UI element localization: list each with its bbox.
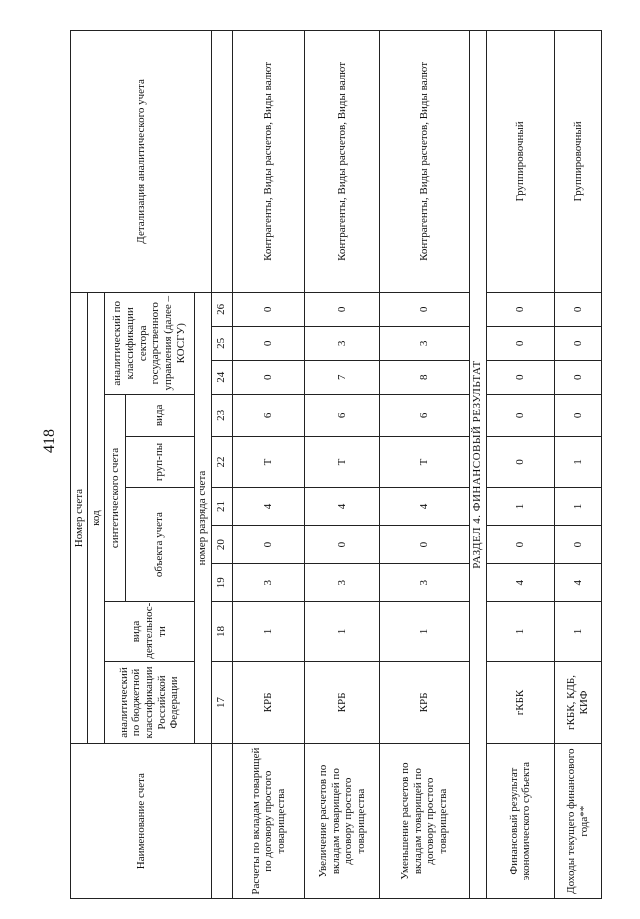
account-name-cell: Доходы текущего финансового года** <box>554 744 601 899</box>
account-code-cell: 0 <box>486 526 554 564</box>
account-code-cell: 0 <box>554 360 601 394</box>
account-code-cell: 0 <box>232 360 305 394</box>
header-kind: вида <box>125 394 194 436</box>
header-activity-type: вида деятельнос-ти <box>105 602 195 661</box>
account-code-cell: 3 <box>380 564 470 602</box>
header-object: объекта учета <box>125 487 194 601</box>
account-code-cell: 3 <box>380 326 470 360</box>
account-code-cell: 0 <box>486 326 554 360</box>
digit-cell: 24 <box>211 360 232 394</box>
digit-cell-empty <box>211 744 232 899</box>
account-name-cell: Уменьшение расчетов по вкладам товарищей по договору простого товарищества <box>380 744 470 899</box>
account-name-cell: Увеличение расчетов по вкладам товарищей по договору простого товарищества <box>305 744 380 899</box>
account-code-cell: 0 <box>380 526 470 564</box>
header-detail: Детализация аналитического учета <box>71 31 212 293</box>
account-code-cell: 4 <box>305 487 380 525</box>
digit-cell: 17 <box>211 661 232 744</box>
digit-cell: 26 <box>211 292 232 326</box>
account-code-cell: 1 <box>486 602 554 661</box>
account-code-cell: Т <box>305 437 380 488</box>
detail-cell: Группировочный <box>554 31 601 293</box>
account-code-cell: Т <box>232 437 305 488</box>
table-row <box>305 31 380 899</box>
account-name-cell: Финансовый результат экономического субъекта <box>486 744 554 899</box>
digit-cell: 23 <box>211 394 232 436</box>
account-code-cell: КРБ <box>305 661 380 744</box>
account-code-cell: 4 <box>232 487 305 525</box>
account-code-cell: 7 <box>305 360 380 394</box>
account-code-cell: 6 <box>232 394 305 436</box>
account-code-cell: КРБ <box>380 661 470 744</box>
account-code-cell: 8 <box>380 360 470 394</box>
account-code-cell: 4 <box>486 564 554 602</box>
account-name-cell: Расчеты по вкладам товарищей по договору простого товарищества <box>232 744 305 899</box>
rotated-table-container <box>70 30 602 899</box>
account-code-cell: гКБК <box>486 661 554 744</box>
detail-cell: Контрагенты, Виды расчетов, Виды валют <box>305 31 380 293</box>
header-analytic-kosgu: аналитический по классификации сектора государственного управления (далее – КОСГУ) <box>105 292 195 394</box>
account-code-cell: 0 <box>305 292 380 326</box>
account-code-cell: 0 <box>554 326 601 360</box>
account-code-cell: 4 <box>554 564 601 602</box>
account-code-cell: 0 <box>486 292 554 326</box>
account-code-cell: 0 <box>554 394 601 436</box>
page-number: 418 <box>41 429 58 453</box>
account-code-cell: 0 <box>486 437 554 488</box>
digit-cell-empty <box>211 31 232 293</box>
header-synthetic: синтетического счета <box>105 394 126 602</box>
account-code-cell: 1 <box>486 487 554 525</box>
detail-cell: Группировочный <box>486 31 554 293</box>
account-code-cell: 3 <box>305 326 380 360</box>
account-code-cell: КРБ <box>232 661 305 744</box>
table-row <box>486 31 554 899</box>
account-code-cell: 3 <box>232 564 305 602</box>
table-row <box>232 31 305 899</box>
header-account-number: Номер счета <box>71 292 88 743</box>
account-code-cell: 0 <box>554 526 601 564</box>
account-code-cell: 6 <box>305 394 380 436</box>
account-code-cell: гКБК, КДБ, КИФ <box>554 661 601 744</box>
account-code-cell: 3 <box>305 564 380 602</box>
digit-cell: 20 <box>211 526 232 564</box>
account-code-cell: 4 <box>380 487 470 525</box>
account-code-cell: 0 <box>305 526 380 564</box>
section-title: РАЗДЕЛ 4. ФИНАНСОВЫЙ РЕЗУЛЬТАТ <box>469 31 486 899</box>
header-account-name: Наименование счета <box>71 744 212 899</box>
account-code-cell: 1 <box>554 602 601 661</box>
accounts-table <box>70 30 602 899</box>
account-code-cell: 0 <box>232 292 305 326</box>
table-row <box>380 31 470 899</box>
account-code-cell: 0 <box>486 360 554 394</box>
account-code-cell: 0 <box>232 326 305 360</box>
digit-cell: 21 <box>211 487 232 525</box>
account-code-cell: 0 <box>232 526 305 564</box>
header-digit-number: номер разряда счета <box>194 292 211 743</box>
account-code-cell: 6 <box>380 394 470 436</box>
table-row <box>554 31 601 899</box>
account-code-cell: Т <box>380 437 470 488</box>
account-code-cell: 1 <box>554 487 601 525</box>
account-code-cell: 1 <box>380 602 470 661</box>
account-code-cell: 0 <box>380 292 470 326</box>
account-code-cell: 1 <box>305 602 380 661</box>
account-code-cell: 0 <box>486 394 554 436</box>
digit-cell: 25 <box>211 326 232 360</box>
digit-cell: 22 <box>211 437 232 488</box>
header-group: груп-пы <box>125 437 194 488</box>
digit-cell: 19 <box>211 564 232 602</box>
header-analytic-budget: аналитический по бюджетной классификации Российской Федерации <box>105 661 195 744</box>
digit-cell: 18 <box>211 602 232 661</box>
account-code-cell: 1 <box>554 437 601 488</box>
header-code: код <box>88 292 105 743</box>
rows-top <box>232 31 469 899</box>
rows-bottom <box>486 31 601 899</box>
account-code-cell: 0 <box>554 292 601 326</box>
detail-cell: Контрагенты, Виды расчетов, Виды валют <box>380 31 470 293</box>
account-code-cell: 1 <box>232 602 305 661</box>
detail-cell: Контрагенты, Виды расчетов, Виды валют <box>232 31 305 293</box>
